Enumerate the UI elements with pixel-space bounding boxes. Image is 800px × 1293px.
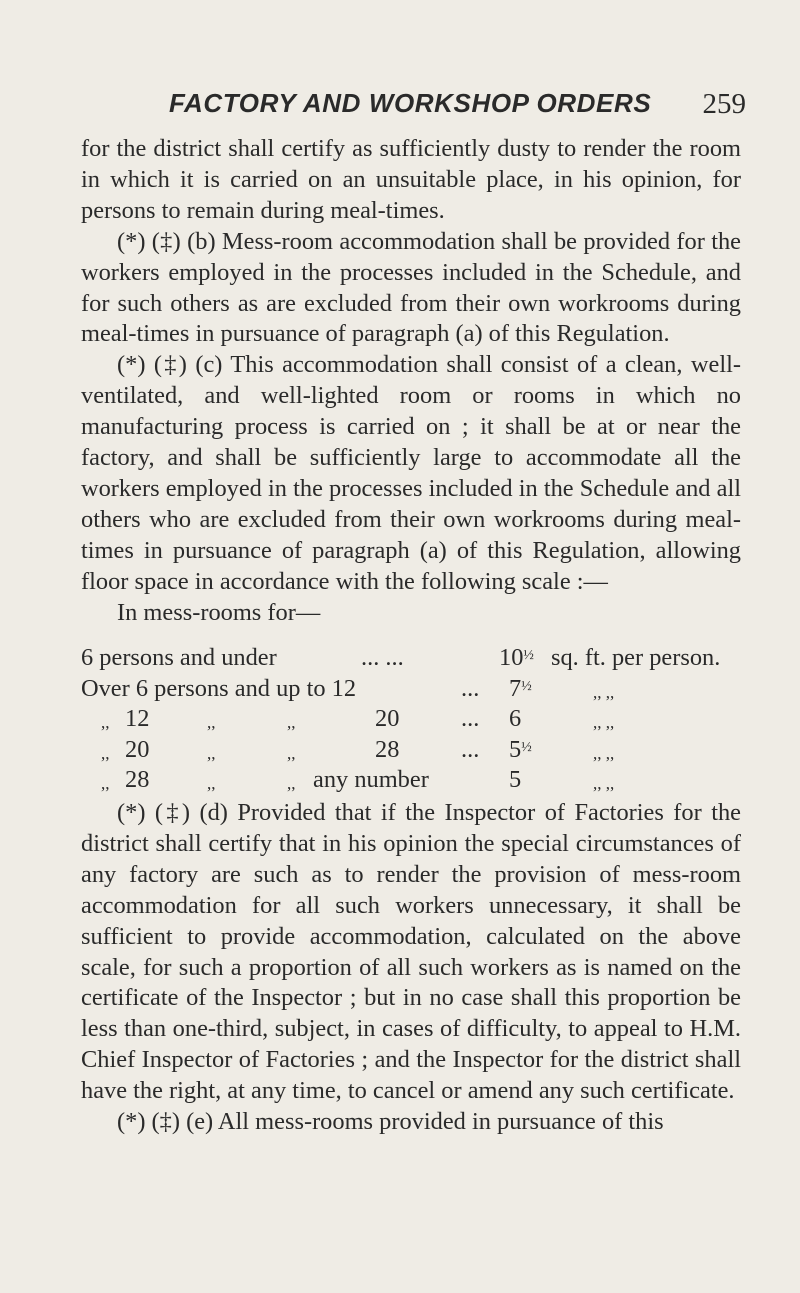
scale-row [81, 704, 746, 735]
page-number: 259 [702, 88, 746, 120]
scale-unit: ,, ,, [593, 713, 615, 732]
scale-row [81, 765, 746, 796]
floor-space-scale [81, 643, 746, 796]
scale-space: 10½ [499, 644, 534, 671]
scale-unit: ,, ,, [593, 682, 615, 702]
scale-to: any number [313, 766, 429, 793]
scale-row [81, 735, 746, 766]
scale-ditto: ,, [101, 774, 110, 793]
paragraph-continuation: for the district shall certify as sufficiently dusty to render the room in which it is carried on an unsuitable place, in his opinion, for persons to remain during meal-times. [81, 135, 741, 224]
scale-group: Over 6 persons and up to 12 [81, 674, 357, 702]
scale-row [81, 643, 746, 674]
running-title: FACTORY AND WORKSHOP ORDERS [169, 88, 652, 118]
scale-from: 28 [125, 766, 150, 793]
scale-intro: In mess-rooms for— [117, 598, 321, 626]
scale-ditto: ,, [207, 774, 216, 793]
scale-space: 6 [509, 705, 522, 732]
scale-ditto: ,, [287, 774, 296, 793]
scale-dots: ... [461, 735, 480, 763]
paragraph-e: (*) (‡) (e) All mess-rooms provided in pursuance of this [117, 1108, 664, 1136]
scale-ditto: ,, [207, 743, 216, 763]
scale-to: 28 [375, 735, 400, 763]
scale-unit: ,, ,, [593, 774, 615, 793]
scale-dots: ... [461, 705, 480, 732]
scale-space: 5½ [509, 735, 532, 763]
scale-ditto: ,, [101, 713, 110, 732]
scale-dots: ... [461, 674, 480, 702]
body-text [81, 134, 741, 629]
scale-space: 5 [509, 766, 522, 793]
paragraph-d: (*) (‡) (d) Provided that if the Inspector of Factories for the district shall certify that in his opinion the special circumstances of any factory are such as to render the provision of mess-room accommodation for all such workers unnecessary, it shall be sufficient to provide accommodation, calculated on the above scale, for such a proportion of all such workers as is named on the certificate of the Inspector ; but in no case shall this proportion be less than one-third, subject, in cases of difficulty, to appeal to H.M. Chief Inspector of Factories ; and the Inspector for the district shall have the right, at any time, to cancel or amend any such certificate. [81, 799, 741, 1105]
scale-unit: ,, ,, [593, 743, 615, 763]
scale-from: 20 [125, 735, 150, 763]
scale-dots: ... ... [361, 644, 404, 671]
scale-row [81, 674, 746, 705]
paragraph-c: (*) (‡) (c) This accommodation shall consist of a clean, well-ventilated, and well-lighted room or rooms in which no manufacturing process is carried on ; it shall be at or near the factory, and shall be sufficiently large to accommodate all the workers employed in the processes included in the Schedule and all others who are excluded from their own workrooms during meal-times in pursuance of paragraph (a) of this Regulation, allowing floor space in accordance with the following scale :— [81, 351, 741, 595]
scale-group: 6 persons and under [81, 644, 277, 671]
scale-ditto: ,, [207, 713, 216, 732]
paragraph-b: (*) (‡) (b) Mess-room accommodation shall be provided for the workers employed in the processes included in the Schedule, and for such others as are excluded from their own workrooms during meal-times in pursuance of paragraph (a) of this Regulation. [81, 227, 741, 348]
scale-ditto: ,, [101, 743, 110, 763]
scale-to: 20 [375, 705, 400, 732]
body-text-continued [81, 798, 741, 1138]
scale-space: 7½ [509, 674, 532, 702]
scale-from: 12 [125, 705, 150, 732]
scale-unit: sq. ft. per person. [551, 644, 721, 671]
scale-ditto: ,, [287, 743, 296, 763]
scale-ditto: ,, [287, 713, 296, 732]
